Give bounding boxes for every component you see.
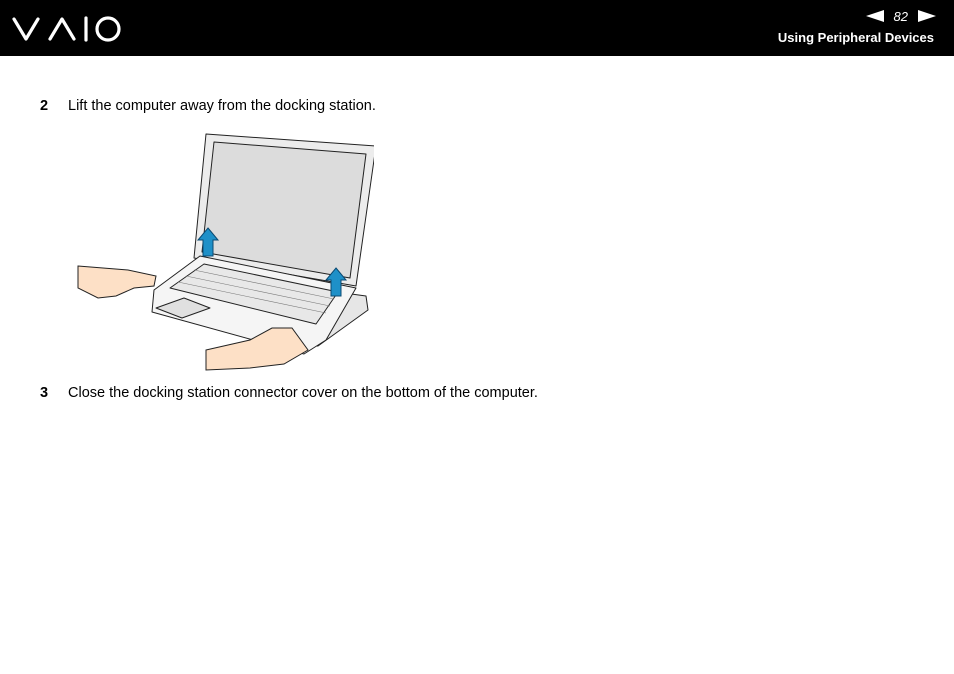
section-title: Using Peripheral Devices	[777, 30, 934, 45]
page-number: 82	[893, 8, 908, 24]
step-3	[40, 385, 538, 401]
step-number: 3	[40, 385, 49, 401]
page-header	[0, 0, 954, 56]
previous-page-icon[interactable]	[866, 10, 884, 22]
step-2	[40, 98, 376, 114]
step-number: 2	[40, 98, 49, 114]
step-text: Lift the computer away from the docking station.	[68, 98, 376, 114]
laptop-undocking-illustration	[74, 128, 374, 380]
page-navigation	[866, 7, 936, 25]
next-page-icon[interactable]	[918, 10, 936, 22]
step-text: Close the docking station connector cover on the bottom of the computer.	[68, 385, 538, 401]
vaio-logo	[12, 13, 122, 45]
left-hand	[78, 266, 156, 298]
